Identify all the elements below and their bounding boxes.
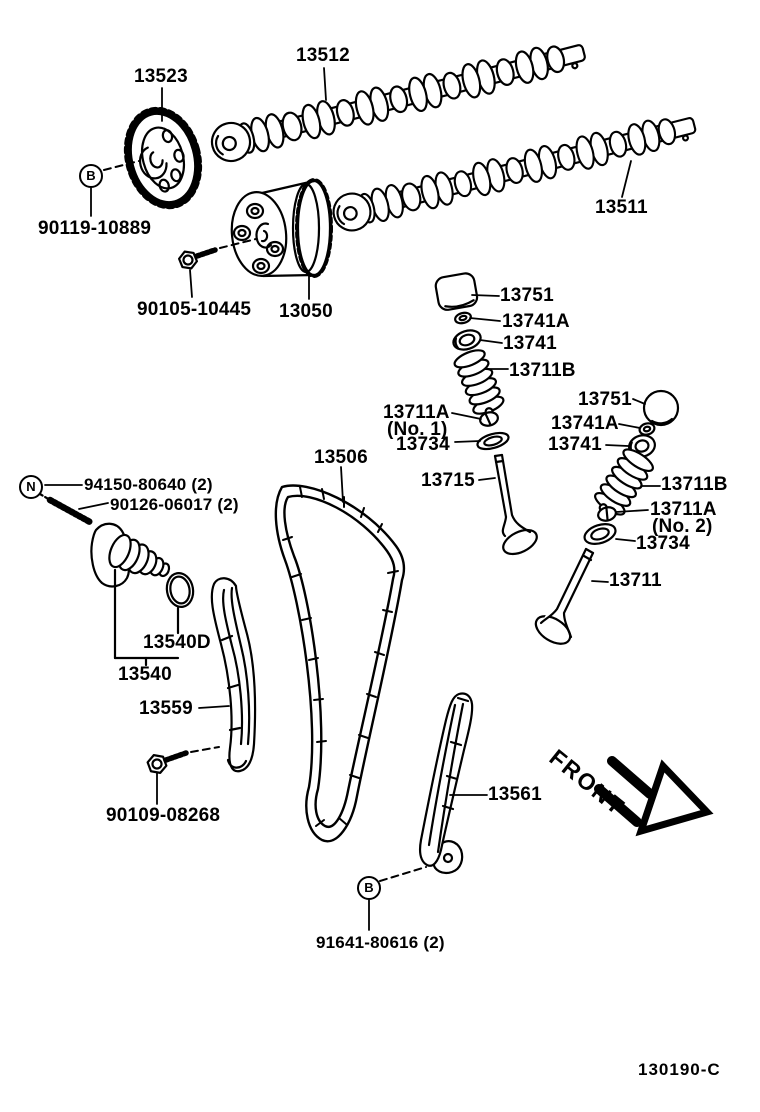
part-label-13561: 13561 xyxy=(488,784,542,805)
part-label-13741a-no1: 13741A xyxy=(502,311,570,332)
valve-spring-no1 xyxy=(452,347,505,417)
vvt-gear-13050-drawing xyxy=(228,181,330,279)
cam-sprocket-13523-drawing xyxy=(118,103,209,213)
part-label-13511: 13511 xyxy=(595,197,648,218)
part-label-13751-no1: 13751 xyxy=(500,285,554,306)
part-label-94150-80640: 94150-80640 (2) xyxy=(84,475,213,494)
chain-guide-13561-drawing xyxy=(420,693,472,872)
badge-b-bolt-90119: B xyxy=(79,164,103,188)
part-label-13751-no2: 13751 xyxy=(578,389,632,410)
figure-code: 130190-C xyxy=(638,1060,721,1079)
valve-13715-drawing xyxy=(495,455,541,559)
part-label-13540d: 13540D xyxy=(143,632,211,653)
front-direction-label: FRONT xyxy=(544,744,631,821)
part-label-13559: 13559 xyxy=(139,698,193,719)
chain-guide-13559-drawing xyxy=(212,578,255,771)
timing-chain-13506-drawing xyxy=(276,486,404,842)
part-label-90119-10889: 90119-10889 xyxy=(38,218,152,239)
badge-b-bolt-91641: B xyxy=(357,876,381,900)
part-label-13741-no2: 13741 xyxy=(548,434,602,455)
valve-13711-drawing xyxy=(531,549,593,649)
part-label-13050: 13050 xyxy=(279,301,333,322)
part-label-13734-no1: 13734 xyxy=(396,434,450,455)
part-label-90105-10445: 90105-10445 xyxy=(137,299,252,320)
part-label-13512: 13512 xyxy=(296,45,350,66)
part-label-90109-08268: 90109-08268 xyxy=(106,805,221,826)
part-label-13523: 13523 xyxy=(134,66,188,87)
part-label-no1-suffix: (No. 1) xyxy=(387,419,448,440)
part-label-no2-suffix: (No. 2) xyxy=(652,516,713,537)
part-label-90126-06017: 90126-06017 (2) xyxy=(110,495,239,514)
part-label-13711a-no1: 13711A xyxy=(383,402,450,423)
part-label-13734-no2: 13734 xyxy=(636,533,690,554)
bolt-90109-drawing xyxy=(146,753,186,774)
camshaft-13512-drawing xyxy=(208,34,589,165)
part-label-91641-80616: 91641-80616 (2) xyxy=(316,933,445,952)
part-label-13711b-no1: 13711B xyxy=(509,360,576,381)
bolt-90105-drawing xyxy=(178,250,215,269)
part-label-13711: 13711 xyxy=(609,570,662,591)
badge-n-nut-94150: N xyxy=(19,475,43,499)
part-label-13741a-no2: 13741A xyxy=(551,413,619,434)
part-label-13715: 13715 xyxy=(421,470,475,491)
o-ring-13540d-drawing xyxy=(164,571,196,609)
part-label-13711a-no2: 13711A xyxy=(650,499,717,520)
part-label-13741-no1: 13741 xyxy=(503,333,557,354)
part-label-13506: 13506 xyxy=(314,447,368,468)
part-label-13540: 13540 xyxy=(118,664,172,685)
part-label-13711b-no2: 13711B xyxy=(661,474,728,495)
